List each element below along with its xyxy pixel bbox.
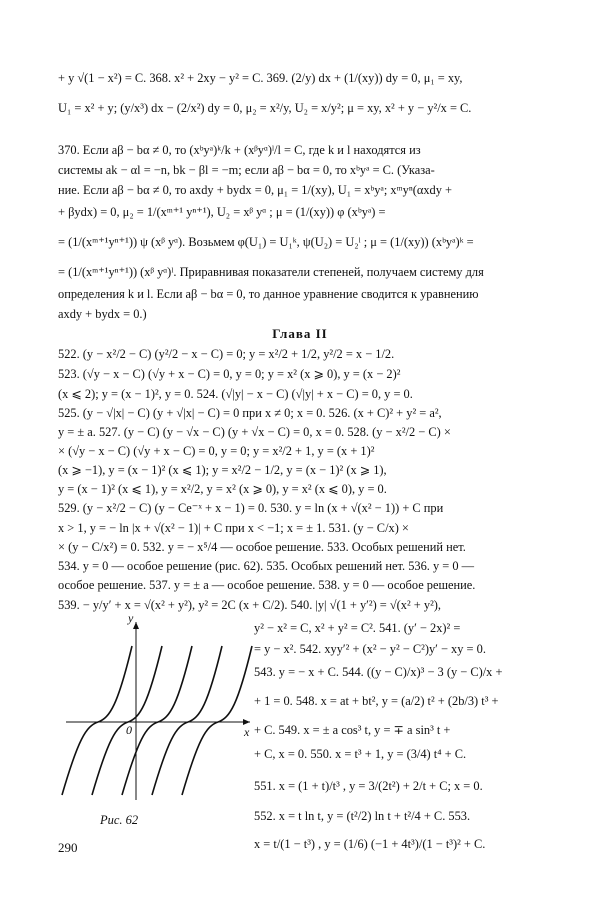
integral-curves-plot (58, 610, 258, 805)
text-line: 529. (y − x²/2 − C) (y − Ce⁻ˣ + x − 1) = 0. 530. y = ln (x + √(x² − 1)) + C при (58, 501, 444, 515)
figure-62 (58, 610, 258, 805)
text-line: (x ⩽ 2); y = (x − 1)², y = 0. 524. (√|y| − x − C) (√|y| + x − C) = 0, y = 0. (58, 387, 413, 401)
text-line: (x ⩾ −1), y = (x − 1)² (x ⩽ 1); y = x²/2 − 1/2, y = (x − 1)² (x ⩾ 1), (58, 463, 387, 477)
x-axis-label: x (244, 725, 250, 739)
text-line: особое решение. 537. y = ± a — особое решение. 538. y = 0 — особое решение. (58, 578, 476, 592)
text-line: = (1/(xᵐ⁺¹yⁿ⁺¹)) (xᵝ yᵅ)ˡ. Приравнивая показатели степеней, получаем систему для (58, 265, 484, 279)
text-line: 552. x = t ln t, y = (t²/2) ln t + t²/4 + C. 553. (254, 809, 471, 823)
chapter-heading: Глава II (272, 326, 328, 341)
text-line: + 1 = 0. 548. x = at + bt², y = (a/2) t² + (2b/3) t³ + (254, 694, 499, 708)
curve-1 (62, 646, 132, 795)
text-line: axdy + bydx = 0.) (58, 307, 147, 321)
y-axis-label: y (128, 611, 134, 625)
text-line: 523. (√y − x − C) (√y + x − C) = 0, y = 0; y = x² (x ⩾ 0), y = (x − 2)² (58, 367, 401, 381)
figure-caption: Рис. 62 (100, 813, 139, 827)
text-line: 551. x = (1 + t)/t³ , y = 3/(2t²) + 2/t + C; x = 0. (254, 779, 483, 793)
text-line: + y √(1 − x²) = C. 368. x² + 2xy − y² = C. 369. (2/y) dx + (1/(xy)) dy = 0, μ₁ = xy, (58, 71, 463, 85)
text-line: + C. 549. x = ± a cos³ t, y = ∓ a sin³ t + (254, 723, 451, 737)
text-line: x = t/(1 − t³) , y = (1/6) (−1 + 4t³)/(1 − t³)² + C. (254, 837, 486, 851)
y-axis-arrow (133, 622, 139, 629)
text-line: y = (x − 1)² (x ⩽ 1), y = x²/2, y = x² (x ⩾ 0), y = x² (x ⩽ 0), y = 0. (58, 482, 387, 496)
text-line: 543. y = − x + C. 544. ((y − C)/x)³ − 3 (y − C)/x + (254, 665, 503, 679)
curve-family (62, 646, 252, 795)
text-line: 522. (y − x²/2 − C) (y²/2 − x − C) = 0; y = x²/2 + 1/2, y²/2 = x − 1/2. (58, 347, 395, 361)
text-line: = y − x². 542. xyy′² + (x² − y² − C²)y′ − xy = 0. (254, 642, 486, 656)
origin-label: 0 (126, 723, 132, 737)
text-line: × (√y − x − C) (√y + x − C) = 0, y = 0; y = x²/2 + 1, y = (x + 1)² (58, 444, 375, 458)
text-line: 525. (y − √|x| − C) (y + √|x| − C) = 0 при x ≠ 0; x = 0. 526. (x + C)² + y² = a², (58, 406, 442, 420)
text-line: U₁ = x² + y; (y/x³) dx − (2/x²) dy = 0, μ₂ = x²/y, U₂ = x/y²; μ = xy, x² + y − y²/x = C. (58, 101, 472, 115)
text-line: x > 1, y = − ln |x + √(x² − 1)| + C при x < −1; x = ± 1. 531. (y − C/x) × (58, 521, 409, 535)
text-line: 539. − y/y′ + x = √(x² + y²), y² = 2C (x + C/2). 540. |y| √(1 + y′²) = √(x² + y²), (58, 598, 442, 612)
text-line: = (1/(xᵐ⁺¹yⁿ⁺¹)) ψ (xᵝ yᵅ). Возьмем φ(U₁) = U₁ᵏ, ψ(U₂) = U₂ˡ ; μ = (1/(xy)) (xᵇyᵃ)ᵏ = (58, 235, 474, 249)
text-line: ние. Если aβ − bα ≠ 0, то axdy + bydx = 0, μ₁ = 1/(xy), U₁ = xᵇyᵃ; xᵐyⁿ(αxdy + (58, 183, 453, 197)
text-line: × (y − C/x²) = 0. 532. y = − x⁵/4 — особое решение. 533. Особых решений нет. (58, 540, 466, 554)
text-line: + C, x = 0. 550. x = t³ + 1, y = (3/4) t⁴ + C. (254, 747, 467, 761)
page-number: 290 (58, 840, 78, 855)
text-line: + βydx) = 0, μ₂ = 1/(xᵐ⁺¹ yⁿ⁺¹), U₂ = xᵝ yᵅ ; μ = (1/(xy)) φ (xᵇyᵃ) = (58, 205, 386, 219)
text-line: y² − x² = C, x² + y² = C². 541. (y′ − 2x)² = (254, 621, 461, 635)
text-line: y = ± a. 527. (y − C) (y − √x − C) (y + √x − C) = 0, x = 0. 528. (y − x²/2 − C) × (58, 425, 451, 439)
text-line: 370. Если aβ − bα ≠ 0, то (xᵇyᵃ)ᵏ/k + (xᵝyᵅ)ˡ/l = C, где k и l находятся из (58, 143, 421, 157)
text-line: системы ak − αl = −n, bk − βl = −m; если aβ − bα = 0, то xᵇyᵃ = C. (Указа- (58, 163, 435, 177)
text-line: определения k и l. Если aβ − bα = 0, то данное уравнение сводится к уравнению (58, 287, 479, 301)
text-line: 534. y = 0 — особое решение (рис. 62). 535. Особых решений нет. 536. y = 0 — (58, 559, 475, 573)
